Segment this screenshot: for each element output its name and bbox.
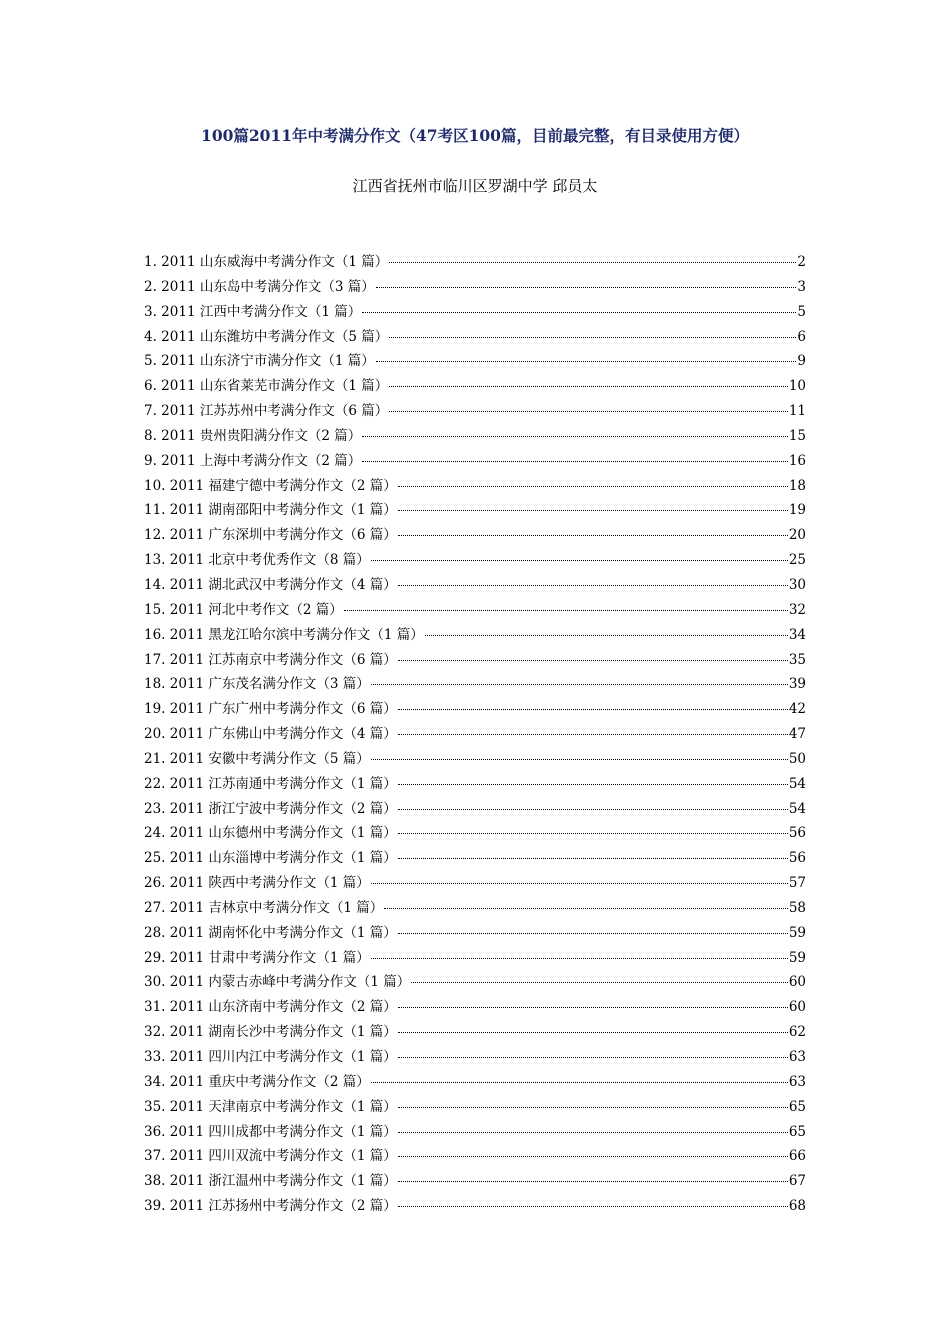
toc-entry-label: 25. 2011 山东淄博中考满分作文（1 篇）: [144, 850, 397, 867]
toc-dot-leader: [362, 312, 796, 313]
toc-entry[interactable]: [144, 672, 806, 697]
toc-dot-leader: [398, 1181, 788, 1182]
toc-dot-leader: [398, 1057, 788, 1058]
toc-entry-page-number: 58: [788, 899, 806, 916]
toc-entry-page-number: 54: [788, 775, 806, 792]
toc-entry[interactable]: [144, 275, 806, 300]
toc-dot-leader: [384, 908, 788, 909]
toc-entry-page-number: 67: [788, 1173, 806, 1190]
toc-entry[interactable]: [144, 449, 806, 474]
toc-entry-label: 5. 2011 山东济宁市满分作文（1 篇）: [144, 353, 375, 370]
toc-dot-leader: [398, 1206, 788, 1207]
toc-entry-label: 35. 2011 天津南京中考满分作文（1 篇）: [144, 1098, 397, 1115]
toc-dot-leader: [398, 535, 788, 536]
toc-entry-label: 9. 2011 上海中考满分作文（2 篇）: [144, 452, 362, 469]
toc-entry-page-number: 59: [788, 949, 806, 966]
toc-entry-label: 6. 2011 山东省莱芜市满分作文（1 篇）: [144, 378, 389, 395]
toc-entry[interactable]: [144, 697, 806, 722]
toc-entry-page-number: 66: [788, 1148, 806, 1165]
toc-entry-page-number: 3: [797, 278, 806, 295]
toc-entry-page-number: 9: [797, 353, 806, 370]
document-title: 100篇2011年中考满分作文（47考区100篇，目前最完整，有目录使用方便）: [201, 126, 749, 145]
toc-dot-leader: [398, 1032, 788, 1033]
toc-entry[interactable]: [144, 598, 806, 623]
toc-dot-leader: [344, 610, 788, 611]
toc-entry[interactable]: [144, 300, 806, 325]
toc-entry-label: 10. 2011 福建宁德中考满分作文（2 篇）: [144, 477, 397, 494]
toc-entry-page-number: 25: [788, 552, 806, 569]
toc-entry-label: 16. 2011 黑龙江哈尔滨中考满分作文（1 篇）: [144, 626, 424, 643]
toc-dot-leader: [362, 461, 788, 462]
toc-entry-label: 22. 2011 江苏南通中考满分作文（1 篇）: [144, 775, 397, 792]
toc-entry[interactable]: [144, 1120, 806, 1145]
toc-entry[interactable]: [144, 399, 806, 424]
toc-entry-label: 32. 2011 湖南长沙中考满分作文（1 篇）: [144, 1024, 397, 1041]
toc-entry[interactable]: [144, 325, 806, 350]
toc-entry[interactable]: [144, 747, 806, 772]
toc-entry-page-number: 11: [788, 403, 806, 420]
toc-entry-page-number: 50: [788, 750, 806, 767]
toc-entry[interactable]: [144, 970, 806, 995]
toc-entry-label: 17. 2011 江苏南京中考满分作文（6 篇）: [144, 651, 397, 668]
toc-entry-label: 18. 2011 广东茂名满分作文（3 篇）: [144, 676, 370, 693]
toc-entry[interactable]: [144, 374, 806, 399]
toc-entry-page-number: 30: [788, 576, 806, 593]
toc-dot-leader: [376, 287, 797, 288]
toc-entry-label: 15. 2011 河北中考作文（2 篇）: [144, 601, 343, 618]
toc-dot-leader: [398, 486, 788, 487]
toc-entry[interactable]: [144, 1095, 806, 1120]
toc-entry-label: 30. 2011 内蒙古赤峰中考满分作文（1 篇）: [144, 974, 411, 991]
toc-entry-page-number: 42: [788, 701, 806, 718]
toc-entry[interactable]: [144, 1169, 806, 1194]
toc-entry-page-number: 32: [788, 601, 806, 618]
document-author: 江西省抚州市临川区罗湖中学 邱员太: [352, 177, 598, 195]
toc-entry[interactable]: [144, 250, 806, 275]
toc-entry-page-number: 54: [788, 800, 806, 817]
toc-entry-label: 26. 2011 陕西中考满分作文（1 篇）: [144, 875, 370, 892]
toc-entry-label: 13. 2011 北京中考优秀作文（8 篇）: [144, 552, 370, 569]
toc-entry-label: 23. 2011 浙江宁波中考满分作文（2 篇）: [144, 800, 397, 817]
toc-dot-leader: [389, 386, 788, 387]
toc-entry[interactable]: [144, 349, 806, 374]
toc-entry[interactable]: [144, 946, 806, 971]
toc-entry-label: 38. 2011 浙江温州中考满分作文（1 篇）: [144, 1173, 397, 1190]
toc-entry[interactable]: [144, 1194, 806, 1219]
toc-entry[interactable]: [144, 896, 806, 921]
toc-dot-leader: [371, 759, 788, 760]
toc-dot-leader: [398, 858, 788, 859]
table-of-contents: [144, 250, 806, 1219]
toc-entry-label: 2. 2011 山东岛中考满分作文（3 篇）: [144, 278, 375, 295]
toc-dot-leader: [398, 784, 788, 785]
toc-entry-page-number: 18: [788, 477, 806, 494]
toc-entry-label: 31. 2011 山东济南中考满分作文（2 篇）: [144, 999, 397, 1016]
toc-entry-label: 27. 2011 吉林京中考满分作文（1 篇）: [144, 899, 384, 916]
toc-entry[interactable]: [144, 772, 806, 797]
toc-dot-leader: [398, 709, 788, 710]
toc-entry-label: 29. 2011 甘肃中考满分作文（1 篇）: [144, 949, 370, 966]
toc-entry-label: 21. 2011 安徽中考满分作文（5 篇）: [144, 750, 370, 767]
toc-dot-leader: [362, 436, 788, 437]
toc-entry-label: 37. 2011 四川双流中考满分作文（1 篇）: [144, 1148, 397, 1165]
toc-entry-page-number: 2: [797, 254, 806, 270]
toc-dot-leader: [398, 660, 788, 661]
toc-entry-page-number: 65: [788, 1098, 806, 1115]
toc-entry-label: 33. 2011 四川内江中考满分作文（1 篇）: [144, 1049, 397, 1065]
toc-entry-label: 8. 2011 贵州贵阳满分作文（2 篇）: [144, 427, 362, 444]
toc-dot-leader: [398, 933, 788, 934]
toc-dot-leader: [389, 411, 788, 412]
toc-entry[interactable]: [144, 424, 806, 449]
toc-dot-leader: [398, 585, 788, 586]
toc-entry[interactable]: [144, 1045, 806, 1070]
toc-entry-page-number: 56: [788, 825, 806, 842]
toc-dot-leader: [411, 982, 788, 983]
toc-dot-leader: [398, 833, 788, 834]
toc-dot-leader: [389, 262, 796, 263]
toc-entry-page-number: 10: [788, 378, 806, 395]
toc-entry-page-number: 63: [788, 1049, 806, 1065]
toc-dot-leader: [398, 809, 788, 810]
toc-dot-leader: [371, 1082, 788, 1083]
toc-entry-page-number: 60: [788, 974, 806, 991]
toc-entry-label: 3. 2011 江西中考满分作文（1 篇）: [144, 303, 362, 320]
toc-dot-leader: [398, 1156, 788, 1157]
toc-dot-leader: [398, 1107, 788, 1108]
toc-dot-leader: [398, 734, 788, 735]
toc-entry[interactable]: [144, 573, 806, 598]
toc-entry-label: 36. 2011 四川成都中考满分作文（1 篇）: [144, 1123, 397, 1140]
toc-entry[interactable]: [144, 722, 806, 747]
toc-entry-page-number: 68: [788, 1198, 806, 1215]
toc-dot-leader: [371, 560, 788, 561]
toc-entry-page-number: 34: [788, 626, 806, 643]
toc-entry[interactable]: [144, 523, 806, 548]
toc-entry-label: 28. 2011 湖南怀化中考满分作文（1 篇）: [144, 924, 397, 941]
toc-entry[interactable]: [144, 474, 806, 499]
toc-entry-label: 39. 2011 江苏扬州中考满分作文（2 篇）: [144, 1198, 397, 1215]
toc-entry[interactable]: [144, 498, 806, 523]
toc-entry-label: 4. 2011 山东潍坊中考满分作文（5 篇）: [144, 328, 389, 345]
toc-entry[interactable]: [144, 797, 806, 822]
toc-entry-page-number: 20: [788, 527, 806, 544]
toc-entry[interactable]: [144, 921, 806, 946]
toc-entry-label: 19. 2011 广东广州中考满分作文（6 篇）: [144, 701, 397, 718]
toc-entry-label: 24. 2011 山东德州中考满分作文（1 篇）: [144, 825, 397, 842]
toc-dot-leader: [371, 958, 788, 959]
toc-entry-page-number: 15: [788, 427, 806, 444]
toc-entry-label: 11. 2011 湖南邵阳中考满分作文（1 篇）: [144, 502, 397, 519]
toc-dot-leader: [371, 684, 788, 685]
toc-entry-page-number: 5: [797, 303, 806, 320]
toc-entry-page-number: 60: [788, 999, 806, 1016]
toc-dot-leader: [376, 361, 797, 362]
toc-entry-page-number: 16: [788, 452, 806, 469]
toc-entry[interactable]: [144, 871, 806, 896]
toc-entry-page-number: 62: [788, 1024, 806, 1041]
toc-entry-page-number: 57: [788, 875, 806, 892]
toc-entry[interactable]: [144, 623, 806, 648]
toc-dot-leader: [425, 635, 788, 636]
toc-entry[interactable]: [144, 1020, 806, 1045]
toc-entry-label: 34. 2011 重庆中考满分作文（2 篇）: [144, 1073, 370, 1090]
toc-entry-label: 14. 2011 湖北武汉中考满分作文（4 篇）: [144, 576, 397, 593]
toc-entry[interactable]: [144, 548, 806, 573]
toc-entry-page-number: 65: [788, 1123, 806, 1140]
toc-entry-label: 7. 2011 江苏苏州中考满分作文（6 篇）: [144, 403, 389, 420]
toc-entry-page-number: 39: [788, 676, 806, 693]
toc-entry[interactable]: [144, 995, 806, 1020]
toc-entry-page-number: 47: [788, 726, 806, 743]
toc-entry-label: 20. 2011 广东佛山中考满分作文（4 篇）: [144, 726, 397, 743]
toc-entry[interactable]: [144, 1070, 806, 1095]
toc-entry-label: 1. 2011 山东威海中考满分作文（1 篇）: [144, 254, 389, 270]
toc-entry[interactable]: [144, 821, 806, 846]
toc-dot-leader: [398, 1007, 788, 1008]
toc-entry-page-number: 56: [788, 850, 806, 867]
toc-dot-leader: [398, 1132, 788, 1133]
toc-entry-page-number: 6: [797, 328, 806, 345]
toc-entry[interactable]: [144, 648, 806, 673]
toc-dot-leader: [398, 510, 788, 511]
toc-dot-leader: [389, 337, 796, 338]
toc-entry-page-number: 59: [788, 924, 806, 941]
toc-entry-page-number: 19: [788, 502, 806, 519]
toc-entry-page-number: 35: [788, 651, 806, 668]
toc-entry[interactable]: [144, 1144, 806, 1169]
toc-entry-page-number: 63: [788, 1073, 806, 1090]
toc-dot-leader: [371, 883, 788, 884]
toc-entry-label: 12. 2011 广东深圳中考满分作文（6 篇）: [144, 527, 397, 544]
toc-entry[interactable]: [144, 846, 806, 871]
